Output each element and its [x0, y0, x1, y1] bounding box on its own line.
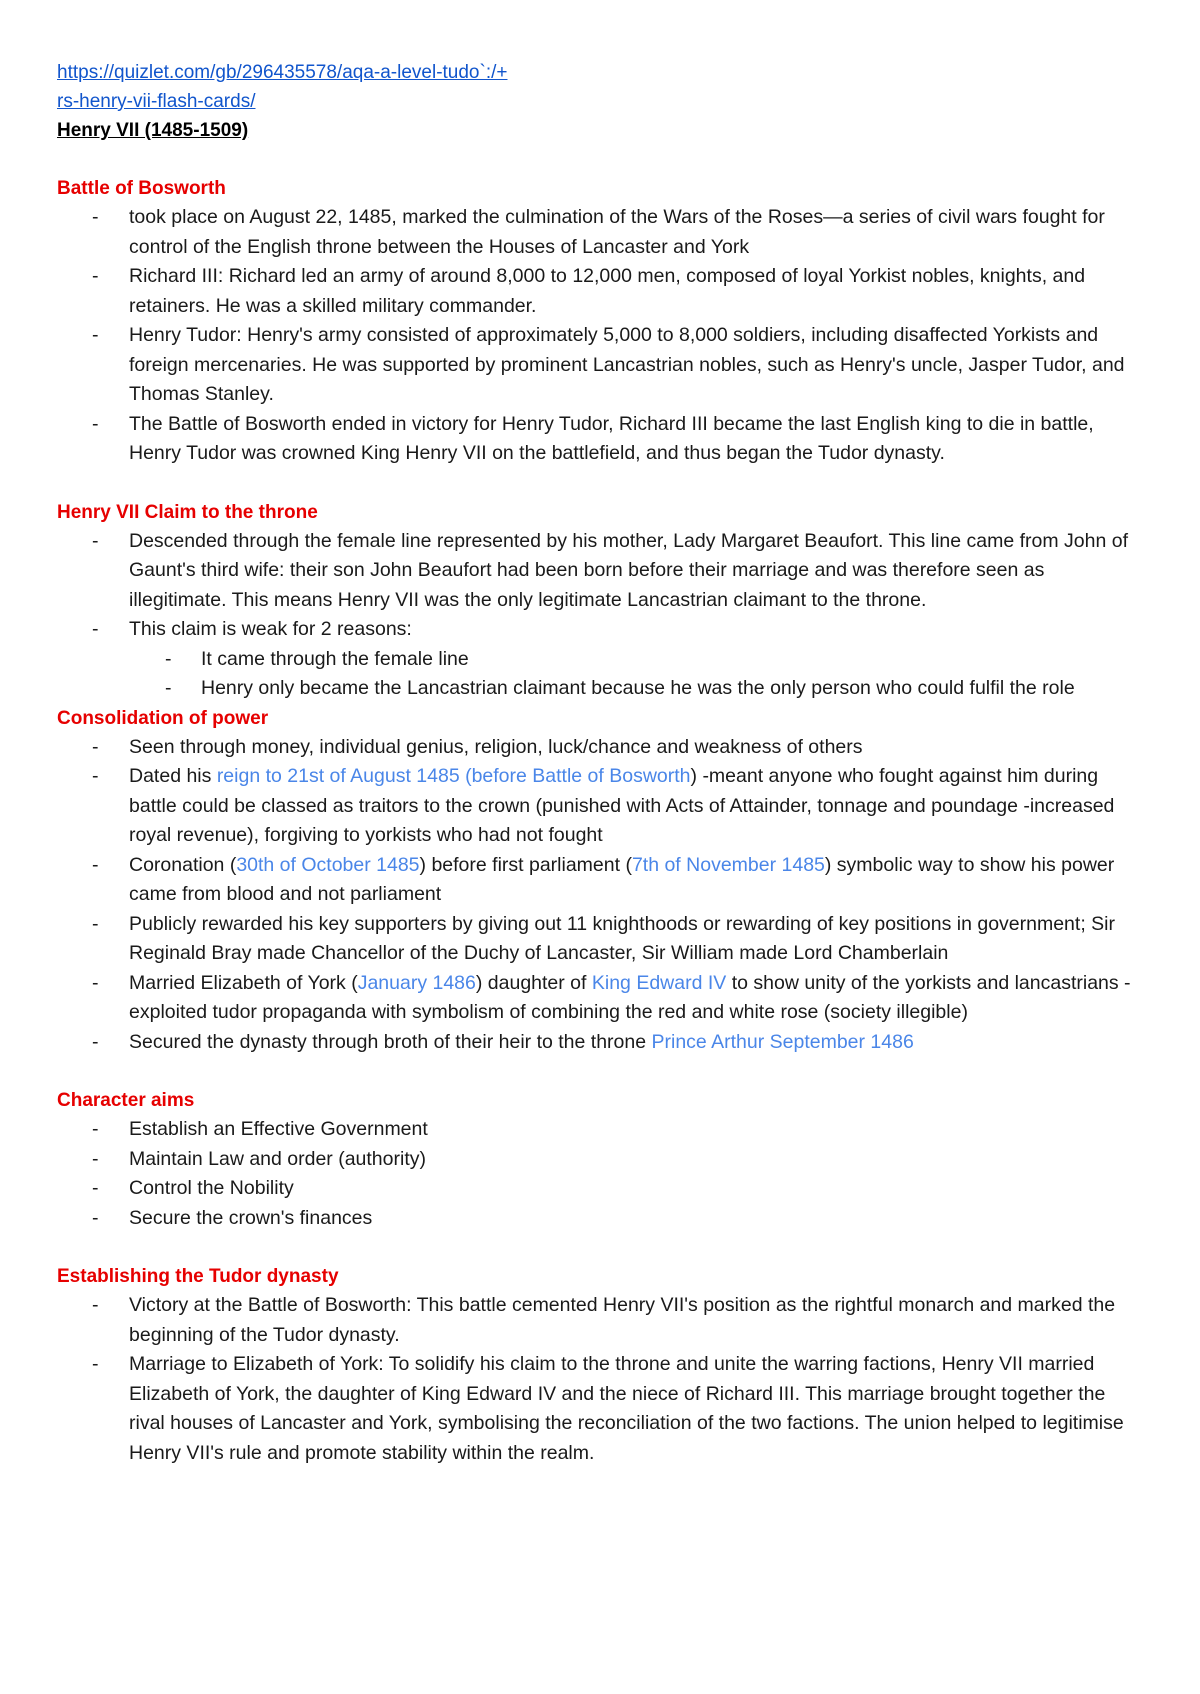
text-run: ) before first parliament ( — [419, 853, 632, 876]
list-item-text: This claim is weak for 2 reasons: — [129, 618, 412, 640]
list-item: - Descended through the female line represented by his mother, Lady Margaret Beaufort. This line came from John of Gaunt's third wife: their son John Beaufort had been born before their marriage and was therefore seen as illegitimate. This means Henry VII was the only legitimate Lancastrian claimant to the throne. — [57, 527, 1140, 616]
quizlet-link-line-2[interactable]: rs-henry-vii-flash-cards/ — [57, 91, 256, 112]
list-item — [57, 851, 1140, 910]
text-run: Coronation ( — [129, 853, 237, 876]
highlighted-name: Prince Arthur September 1486 — [651, 1030, 914, 1053]
list-item: - The Battle of Bosworth ended in victory for Henry Tudor, Richard III became the last English king to die in battle, Henry Tudor was crowned King Henry VII on the battlefield, and thus began the Tudor dynasty. — [57, 410, 1140, 469]
highlighted-date: 30th of October 1485 — [236, 853, 420, 876]
highlighted-name: King Edward IV — [591, 971, 727, 994]
highlighted-date: reign to 21st of August 1485 (before Battle of Bosworth — [216, 765, 691, 787]
text-run: ) symbolic way to show his power came from blood and not parliament — [129, 853, 1115, 905]
list-item: - Control the Nobility — [57, 1174, 1140, 1204]
list-item: - took place on August 22, 1485, marked the culmination of the Wars of the Roses—a series of civil wars fought for control of the English throne between the Houses of Lancaster and York — [57, 203, 1140, 262]
highlighted-date: January 1486 — [357, 971, 476, 994]
list-item: - Seen through money, individual genius, religion, luck/chance and weakness of others — [57, 733, 1140, 763]
aims-list — [57, 1115, 1140, 1233]
text-run: Secured the dynasty through broth of their heir to the throne — [129, 1030, 652, 1053]
list-item: - Publicly rewarded his key supporters by giving out 11 knighthoods or rewarding of key positions in government; Sir Reginald Bray made Chancellor of the Duchy of Lancaster, Sir William made Lord Chamberlain — [57, 910, 1140, 969]
claim-list — [57, 527, 1140, 645]
dynasty-list — [57, 1291, 1140, 1468]
sub-list-item: - It came through the female line — [57, 645, 1140, 675]
text-run: ) daughter of — [475, 971, 592, 994]
list-item — [57, 762, 1140, 851]
list-item: - Establish an Effective Government — [57, 1115, 1140, 1145]
list-item: - Richard III: Richard led an army of around 8,000 to 12,000 men, composed of loyal Yorkist nobles, knights, and retainers. He was a skilled military commander. — [57, 262, 1140, 321]
text-run: Dated his — [129, 765, 217, 787]
list-item — [57, 1028, 1140, 1058]
highlighted-date: 7th of November 1485 — [631, 853, 825, 876]
text-run: Married Elizabeth of York ( — [129, 971, 358, 994]
list-item: - Henry Tudor: Henry's army consisted of approximately 5,000 to 8,000 soldiers, including disaffected Yorkists and foreign mercenaries. He was supported by prominent Lancastrian nobles, such as Henry's uncle, Jasper Tudor, and Thomas Stanley. — [57, 321, 1140, 410]
heading-establishing-tudor-dynasty: Establishing the Tudor dynasty — [57, 1266, 339, 1287]
list-item: - Secure the crown's finances — [57, 1204, 1140, 1234]
list-item: - Victory at the Battle of Bosworth: This battle cemented Henry VII's position as the rightful monarch and marked the beginning of the Tudor dynasty. — [57, 1291, 1140, 1350]
list-item — [57, 615, 1140, 645]
heading-consolidation-of-power: Consolidation of power — [57, 707, 269, 729]
sub-list-item: - Henry only became the Lancastrian claimant because he was the only person who could fulfil the role — [57, 674, 1140, 704]
bosworth-list — [57, 203, 1140, 469]
heading-claim-to-throne: Henry VII Claim to the throne — [57, 501, 318, 523]
list-item: - Marriage to Elizabeth of York: To solidify his claim to the throne and unite the warring factions, Henry VII married Elizabeth of York, the daughter of King Edward IV and the niece of Richard III. This marriage brought together the rival houses of Lancaster and York, symbolising the reconciliation of the two factions. The union helped to legitimise Henry VII's rule and promote stability within the realm. — [57, 1350, 1140, 1468]
text-run: to show unity of the yorkists and lancastrians -exploited tudor propaganda with symbolism of combining the red and white rose (society illegible) — [129, 971, 1131, 1023]
document-title: Henry VII (1485-1509) — [57, 120, 249, 141]
claim-sublist — [57, 645, 1140, 704]
text-run: ) -meant anyone who fought against him during battle could be classed as traitors to the crown (punished with Acts of Attainder, tonnage and poundage -increased royal revenue), forgiving to yorkists who had not fought — [129, 765, 1115, 846]
heading-battle-of-bosworth: Battle of Bosworth — [57, 178, 226, 199]
consolidation-list — [57, 733, 1140, 1058]
list-item — [57, 969, 1140, 1028]
quizlet-link-line-1[interactable]: https://quizlet.com/gb/296435578/aqa-a-level-tudo`:/+ — [57, 62, 508, 83]
heading-character-aims: Character aims — [57, 1090, 195, 1111]
list-item: - Maintain Law and order (authority) — [57, 1145, 1140, 1175]
